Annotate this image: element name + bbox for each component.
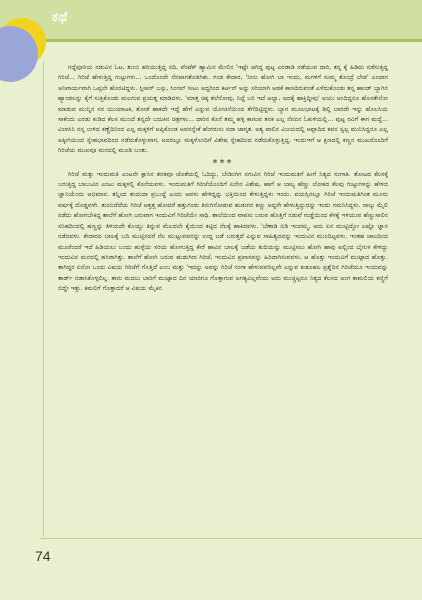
section-label: ಕಥೆ [52,10,68,25]
section-separator: *** [212,157,234,169]
header-rule [0,39,422,42]
left-margin-rule [43,62,44,537]
page-number: 74 [35,548,51,564]
paragraph-2: ಗಿರಿಜೆ ಮತ್ತು ಇಂದುಮತಿ ಎಂಟನೇ ಕ್ಲಾಸಿನ ತನಕವೂ ಜೊತೆಯಲ್ಲಿ ಓದಿದ್ದು, ಬೇಡಿಂಗಿಗ ನಗುವಿನ ಗಿರಿಜೆ ಇಂದುಮತಿಗೆ ಹೀಗೆ ನಿತ್ಯದ ಸಂಗಾತಿ. ತೋಟದ ಕೆಲಸಕ್ಕೆ ಬರುತ್ತಿದ್ದ ಬಾಬುವಿನ ಎಂಟು ಮಕ್ಕಳಲ್ಲಿ ಕೊನೆಯವಳು. ಇಂದುಮತಿಗೆ ಗಿರಿಜೆಯೊಂದಿಗೆ ಏನೇನ ವಿಶೇಷ, ಹಾಗೆ ಆ ಬಾಲ್ಯ ಹೆಣ್ಣು ಲೋಕದ ಕೆಲವು ಗುಟ್ಟುಗಳನ್ನು ಹೇಳಿದ ಜ್ಞಾನಿಯೆಂದು ಅಭಿಮಾನ. ತನ್ನಿಂದ ತಂದುದಾ ಪ್ರಬುದ್ಧೆ ಎಂದು ಅವಳು ಹೇಳಿದ್ದನ್ನು ಭಕ್ತಿಯಿಂದ ಕೇಳುತ್ತಿದ್ದಳು ಇಂದು. ವಯಸ್ಸಿನಲ್ಲೂ ಗಿರಿಜೆ ಇಂದುಮತಿಗಿಂತ ಮೂರು ವರ್ಷಕ್ಕೆ ದೊಡ್ಡವಳೇ. ತುಂಬಿದೆದೆಯ ಗಿರಿಜೆ ಅತ್ತತ್ತ ಹೋದರೆ ಹತ್ತುಗಂಡು ತಿರುಗಿನೋಡುವ ಹುಡುಗರ ಕಣ್ಣು ಅದ್ದರೇ ಹೇಳುತ್ತಿದ್ದುದನ್ನು ಇಂದು ಗಮನಿಸಿದ್ದಳು. ನಾಲ್ಕು ಮೈಲಿ ನಡೆದು ಹೋಗಬೇಕಿದ್ದ ಶಾಲೆಗೆ ಹೋಗಿ ಬರುವಾಗ ಇಂದುವಿಗೆ ಗಿರಿಜೆಯೇ ಸಾಥಿ. ಶಾಲೆಯಿಂದ ವಾಪಸು ಬರುವ ಹೊತ್ತಿಗೆ ನಡುವೆ ಗುಡ್ಡೆಯಿಂದ ಕೆಳಕ್ಕೆ ಇಳಿಯುವ ಹೆಣ್ಣುಸಾಲಿನ ಸನಿಹದಿಂದಲ್ಲಿ ಹಣ್ಣನ್ನು ತಿಳಿಯದೇ ಕೊಯ್ದು ತಿನ್ನುವ ಮೆಲದಲೇ ಕೈಯಿಂದ ಕಟ್ಟಿದ ನೆಲಕ್ಕೆ ಹಾಕಿದವಳು. 'ಬೆಣಾಡಿ ಬಿಡಿ ಇಂದಮ್ಮ, ಅದು ಏನ ಮುಟ್ಟಿದ್ದೋ ಎಷ್ಟೊ ಜ್ಞಾನ ನಡೆದವಳು. ಕೇದಾರದ ಬಾಲಕ್ಕೆ ಬದಿ ಮುಟ್ಟಿಸದರೆ ನೆಲ ಮುಟ್ಟುವವನನ್ನು ಉದ್ದ ಜಡೆ ಬರುತ್ತದೆ ಎನ್ನುವ ಸಾಹಿತ್ಯದವನ್ನು ಇಂದುವಿನ ಮುಂದಿಟ್ಟವಳು. ಇಂತಹ ಜಾಲದಿಂದ ಮೂರೆಂದರೆ ಇದೆ ಹಿಡಿಯಲು ಬಂದು ಹುಳ್ಳೆಯ ಸರಿಯ ಹೋಗುತ್ತಿದ್ದ ಕೇರೆ ಹಾವಿನ ಬಾಲಕ್ಕೆ ಜಡೆಯ ತುದಿಯನ್ನು ಮುಟ್ಟಿಸಲು ಹೋಗಿ ಹಾವು ಅಲ್ಲಿಂದ ಬೈಗುಳ ಕೇಳಿದ್ದು ಇಂದುವಿನ ಮನದಲ್ಲಿ ಹಸಿರಾಗಿತ್ತು. ಶಾಲೆಗೆ ಹೋಗಿ ಬರುವ ಹುಡುಗೀರ ಗಿರಿಜೆ, ಇಂದುವಿನ ಪ್ರವಾಸವನ್ನು ಹಿರಿದಾಗಿಸುವವಳು. ಆ ಹೊತ್ತು ಇಂದುವಿಗೆ ಮುಟ್ಟಾದ ಹೊತ್ತು. ತಾಗಿದ್ದರ ಏನೋ ಒಂದು ವಿಷಯ ಗಿರಿಜೆಗೆ ಗೊತ್ತಿದೆ ಎಂಬ ಮತ್ತು 'ಇದನ್ನು ಅವನ್ನು ಗಿರಿಜೆ ಸಂಗಾ ಹೇಳುವವರಿಲ್ಲವೇ ಎನ್ನುವ ಕುತೂಹಲ ಪ್ರಶ್ನೆದಿನ ಗಿರಿಜೆಯೂ ಇಂದುವನ್ನು ತಾರ್ಡ್ ನಡಾಸಿಕೊಳ್ಳಲಿಲ್ಲ. ತಾನು ಮದಲು ಬಾರಿಗೆ ಮುಟ್ಟಾದ ದಿನ ಯಾರಿಗೂ ಗೊತ್ತಾಗುವ ಅಗತ್ಯವಿಲ್ಲವೆಂದು ಅದು ಮುಚ್ಚಿಟ್ಟರೂ ನಿತ್ಯದ ಕೆಲಸದ ಅಂಗ ಕಾಮಲಿಯ ಕಣ್ಣಿಗೆ ಬಿದ್ದೇ ಇತ್ತು. ಕಮಲಿಗೆ ಗೊತ್ತಾದರೆ ಆ ವಿಷಯ ಮೈಕಿನ [58,170,388,293]
footer-rule [40,538,422,539]
paragraph-1: ಗದ್ದೆಪೂರಿಯ ನಡುವಿನ ಓಟ, ತುಂಬಿ ಹರಿಯುತ್ತಿದ್ದ ನದಿ, ವೆಂಟೆಕ್ ಹ್ಯಾಮಿನ ಮೇಲಿನ 'ಇಷ್ಟೇ ಆಗಿದ್ದ ಪುಟ್ಟ ಎರಡಾಡಿ ನಡೆಯುವ ದಾರಿ, ತನ್ನ ಕೈ ಹಿಡಿದು ನಡೆಸುತ್ತಿದ್ದ ಗಿರಿಜೆ... ಗಿರಿಜೆ ಹೇಳುತ್ತಿದ್ದ ಗುಟ್ಟುಗಳು... ಒಂದೊಂದೇ ನೆನಪಾಗತೊಡಗಿತು. ಗಂಡ ಕೇದಾರ, 'ನೀನು ಹೋಗಿ ಬಾ ಇಂದು, ಮಗಳಿಗೆ ಸುಮ್ಮ ತೊಂದ್ರೆ ಬೇಡ' ಎಂದಾಗ ಅನಿವಾರ್ಯವಾಗಿ ಒಪ್ಪಲೇ ಹೊರಟಿದ್ದಳು. ಸ್ಲೀಪರ್ ಬಸ್ಸು, ಸಿಂಗಲ್ ಸೀಟು ಅದ್ದರಿಂದ ಕರ್ಟನ್ ಅನ್ನು ಸರಿಯಾಗಿ ಅಡಕೆ ಕಾಣದಿರುವಂತೆ ಎಳೆದುಕೊಂಡು ತನ್ನ ಹಾಂಡ್ ಬ್ಯಾಗಿನ ಹ್ಯಾಂಡಲನ್ನು ಕೈಗೆ ಸುತ್ತಿಕೊಂಡು ಮಲಗುವ ಪ್ರಯತ್ನ ಮಾಡಿದಳು. 'ಮಾತ್ತ ಚಿಕ್ಕ ತಲೆನೋವು, ನಿದ್ದೆ ಬರಿ ಇದೆ ಅಲ್ವಾ, ಅದಕ್ಕೆ ಹಾಕ್ತಿದ್ದೀವು' ಅಯು ಅಂದಿದ್ದರೂ ಹೊಸತೇನೋ ಮಾಡುವ ಮುನ್ನಿನ ಸರ ಯುಯಾಟಕ, ತೋಡೆ ಹಾಕದೇ ಇದ್ದೆ ಹೇಗೆ ಎನ್ನುವ ಯೋಚನೆಯಿಂದ ತೆಗೆದಿಟ್ಟಿದ್ದಳು. ಬ್ಯಾಗ ಮೂಲಭಾಟಕ್ಕೆ ಡಿಲ್ಲಿ ಬಾರದೇ ಇನ್ನು ಹೊಲಸಿಯ ಸಾಕೆಂದು ಎರಡು ಕುಡಿದ ಕೆಲಸ ಮುಂದೆ ತನ್ನದೇ ಬದುಕಿನ ಚಿತ್ರಗಳು... ದಾರಿನ ಕೊನೆ ತಮ್ಮ ಹಳ್ಳಿ ಕಾಣುವ ತನಕ ಎಲ್ಲ ನೆನಪಿನ ಓಕುಳಿಯಲ್ಲಿ... ಪುಟ್ಟ ರವಿಗೆ ಈಗ ಮದ್ದೆ... ವಿಲಾಸಿನಿ ನನ್ನ ಉಳಿದ ಕಣ್ಣೆದಿನಿಂದ ಎಲ್ಲ ಮಕ್ಕಳಿಗೆ ಅಪ್ಪಿಕೊಂಡ ಅವರನ್ನೇಕೆ ಹೆಂಗರುಸು ಸದಾ ಜಾಗೃತ. ಅತ್ಯ ಪಾಲಿನ ವಿಜಯದಲ್ಲಿ ಆಫ್ಫಾದಿದ ಕವನ ಸ್ವಲ್ಪ ಮುನಿಸಿದ್ದರೂ ಎಲ್ಲ ಅಕ್ಕೀಗಿಯಿಂದ ಸ್ನೇಹಭಾವದಿಂದ ನಡೆದುಕೊಳ್ಳುವಾಗ, ಅದರಲ್ಲೂ ಮಕ್ಕಳೊಂದಿಗೆ ವಿಶೇಷ ಸ್ನೇಹದಿಂದ ನಡೆದುಕೊಳ್ಳುತ್ತಿದ್ದ. ಇಂದುಇಗೆ ಆ ಕ್ಷಣದಲ್ಲಿ ಕಣ್ಣನ ಮುಖದೊಂದಿಗೆ ಗಿರಿಜೆಯ ಮುಖವೂ ಮನದಲ್ಲಿ ಮೂಡಿ ಬಂತು. [58,64,388,155]
story-text [58,63,388,295]
